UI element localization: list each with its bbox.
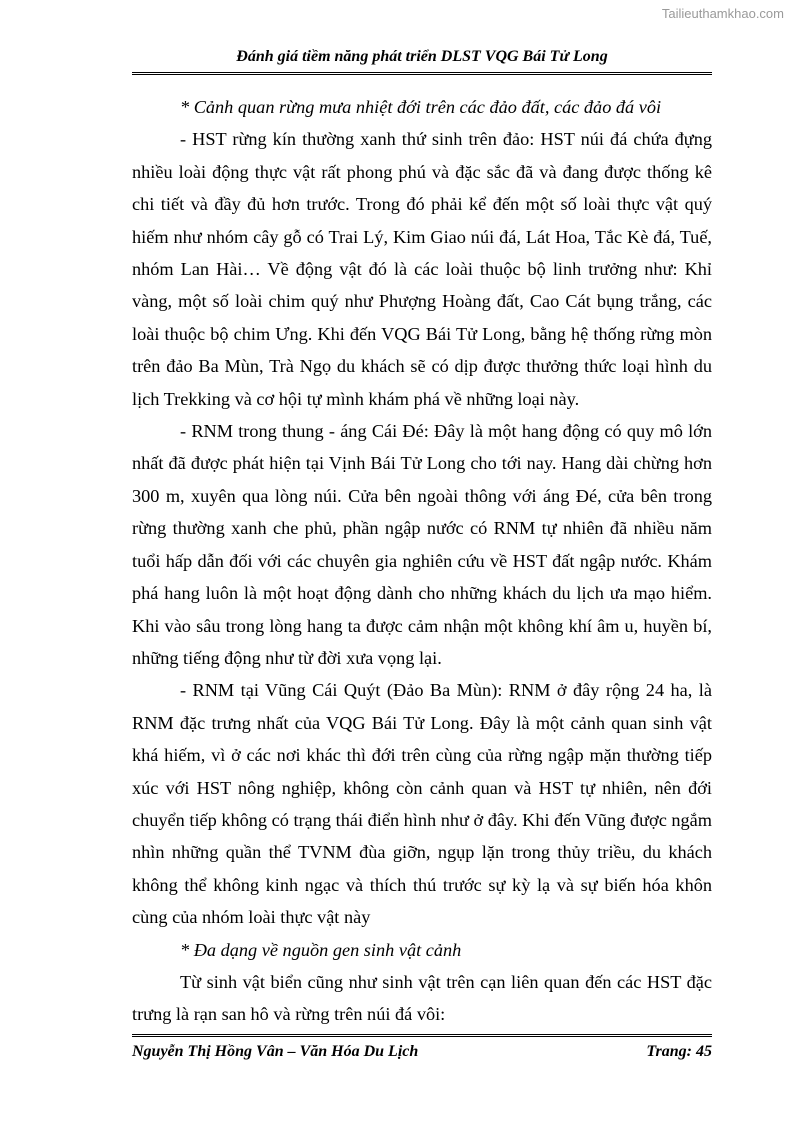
paragraph-marine-terrestrial: Từ sinh vật biển cũng như sinh vật trên cạn liên quan đến các HST đặc trưng là rạn san hô và rừng trên núi đá vôi:: [132, 971, 712, 1025]
page-body: [132, 91, 712, 1031]
paragraph-hst-forest: - HST rừng kín thường xanh thứ sinh trên đảo: HST núi đá chứa đựng nhiều loài động thực vật rất phong phú và đặc sắc đã và đang được thống kê chi tiết và đầy đủ hơn trước. Trong đó phải kể đến một số loài thực vật quý hiếm như nhóm cây gỗ có Trai Lý, Kim Giao núi đá, Lát Hoa, Tắc Kè đá, Tuế, nhóm Lan Hài… Về động vật đó là các loài thuộc bộ linh trưởng như: Khỉ vàng, một số loài chim quý như Phượng Hoàng đất, Cao Cát bụng trắng, các loài thuộc bộ chim Ưng. Khi đến VQG Bái Tử Long, bằng hệ thống rừng mòn trên đảo Ba Mùn, Trà Ngọ du khách sẽ có dịp được thưởng thức loại hình du lịch Trekking và cơ hội tự mình khám phá về những loại này.: [132, 129, 712, 409]
paragraph-rnm-cai-quyt: - RNM tại Vũng Cái Quýt (Đảo Ba Mùn): RNM ở đây rộng 24 ha, là RNM đặc trưng nhất của VQG Bái Tử Long. Đây là một cảnh quan sinh vật khá hiếm, vì ở các nơi khác thì đới trên cùng của rừng ngập mặn thường tiếp xúc với HST nông nghiệp, không còn cảnh quan và HST tự nhiên, nên đới chuyển tiếp không có trạng thái điển hình như ở đây. Khi đến Vũng được ngắm nhìn những quần thể TVNM đùa giỡn, ngụp lặn trong thủy triều, du khách không thể không kinh ngạc và thích thú trước sự kỳ lạ và sự biến hóa khôn cùng của nhóm loài thực vật này: [132, 680, 712, 928]
footer-author: Nguyễn Thị Hồng Vân – Văn Hóa Du Lịch: [132, 1043, 419, 1060]
paragraph-rnm-cai-de: - RNM trong thung - áng Cái Đé: Đây là một hang động có quy mô lớn nhất đã được phát hiện tại Vịnh Bái Tử Long cho tới nay. Hang dài chừng hơn 300 m, xuyên qua lòng núi. Cửa bên ngoài thông với áng Đé, cửa bên trong rừng thường xanh che phủ, phần ngập nước có RNM tự nhiên đã nhiều năm tuổi hấp dẫn đối với các chuyên gia nghiên cứu về HST đất ngập nước. Khám phá hang luôn là một hoạt động dành cho những khách du lịch ưa mạo hiểm. Khi vào sâu trong lòng hang ta được cảm nhận một không khí âm u, huyền bí, những tiếng động như từ đời xưa vọng lại.: [132, 421, 712, 668]
section-heading-landscape: * Cảnh quan rừng mưa nhiệt đới trên các đảo đất, các đảo đá vôi: [180, 97, 662, 117]
running-header: Đánh giá tiềm năng phát triển DLST VQG Bái Tử Long: [236, 48, 608, 65]
header-rule: [132, 72, 712, 75]
watermark-text: Tailieuthamkhao.com: [661, 6, 784, 21]
section-heading-gene-diversity: * Đa dạng về nguồn gen sinh vật cảnh: [180, 939, 462, 960]
footer-rule: [132, 1034, 712, 1037]
page-number: Trang: 45: [646, 1043, 712, 1060]
